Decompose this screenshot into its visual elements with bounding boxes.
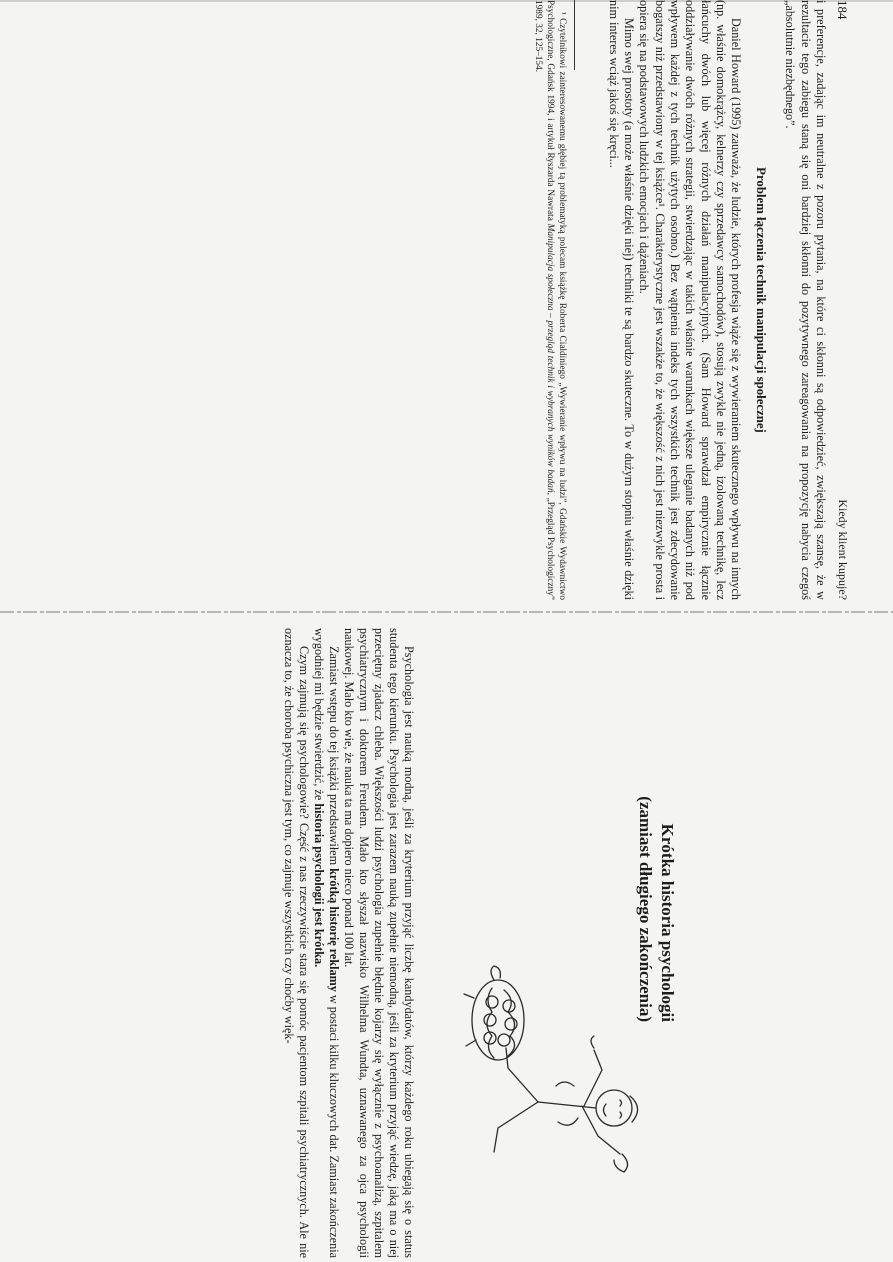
turtle-and-running-man-cartoon xyxy=(424,958,674,1198)
running-head-title: Kiedy klient kupuje? xyxy=(836,499,850,600)
book-page-bottom xyxy=(48,628,688,1258)
chapter-title-line2: (zamiast długiego zakończenia) xyxy=(636,796,655,1022)
footnote-rule xyxy=(574,0,575,70)
footnote-text: Czytelnikowi zainteresowanemu głębiej tą problematyką polecam książkę Roberta Cialdiniego „Wywieranie wpływu na ludzi”, Gdańskie Wydawnictwo Psychologiczne, Gdańsk 1994, i artykuł Ryszarda Nawrata xyxy=(545,0,568,600)
page-number: 184 xyxy=(835,0,850,20)
section-title: Problem łączenia technik manipulacji społecznej xyxy=(754,167,769,433)
paragraph: Mimo swej prostoty (a może właśnie dzięki niej) techniki te są bardzo skuteczne. To w dużym stopniu właśnie dzięki nim interes wciąż jakoś się kręci... xyxy=(606,0,637,600)
paragraph xyxy=(341,628,416,1258)
chapter-body xyxy=(281,628,416,1258)
footnote-italic-title: Manipulacja społeczna – przegląd technik i wybranych wyników badań xyxy=(545,223,556,493)
book-page-top xyxy=(398,0,850,600)
running-man-drawing xyxy=(494,1036,638,1172)
paragraph-text: Czym zajmują się psychologowie? Część z nas rzeczywiście stara się pomóc pacjentom szpitali psychiatrycznych. Ale nie oznacza to, że choroba psychiczna jest tym, co zajmuje wszystkich czy choćby więk- xyxy=(282,628,311,1258)
paragraph-text: Psychologia jest nauką modną, jeśli za kryterium przyjąć liczbę kandydatów, którzy każdego roku ubiegają się o status studenta tego kierunku. Psychologia jest zarazem nauką zupełnie niemodną, jeśli za kryterium przyjąć wiedzę, jaką ma o niej przeciętny zjadacz chleba. Większości ludzi psychologia zupełnie błędnie kojarzy się wyłącznie z psychoanalizą, szpitalem psychiatrycznym i doktorem Freudem. Mało kto słyszał nazwisko Wilhelma Wundta, uznawanego za ojca psychologii naukowej. Mało kto wie, że nauka ta ma dopiero nieco ponad 100 lat. xyxy=(342,628,416,1258)
running-head xyxy=(828,0,850,600)
paragraph-text: w postaci kilku kluczowych dat. Zamiast zakończenia wygodniej mi będzie stwierdzić, że xyxy=(312,628,341,1258)
turtle-shell-drawing xyxy=(464,966,524,1060)
paragraph-continued: i preferencje, zadając im neutralne z pozoru pytania, na które ci skłonni są odpowiedzieć, zwiększają szansę, że w rezultacie tego zabiegu staną się oni bardziej skłonni do pozytywnego zareagowania na propozycję nabycia czegoś „absolutnie niezbędnego”. xyxy=(783,0,828,600)
paragraph: Daniel Howard (1995) zauważa, że ludzie, których profesja wiąże się z wywieraniem skutecznego wpływu na innych (np. właśnie domokrążcy, kelnerzy czy sprzedawcy samochodów), stosują zwykle nie jedną, izolowaną technikę, lecz łańcuchy dwóch lub więcej różnych działań manipulacyjnych. (Sam Howard sprawdzał empirycznie łącznie oddziaływanie dwóch różnych strategii, stwierdzając w takich właśnie warunkach większe uleganie badanych niż pod wpływem każdej z tych technik użytych osobno.) Bez wątpienia indeks tych wszystkich technik jest zdecydowanie bogatszy niż przedstawiony w tej książce¹. Charakterystyczne jest wszakże to, że większość z nich jest niezwykle prosta i opiera się na podstawowych ludzkich emocjach i dążeniach. xyxy=(637,0,744,600)
footnote-text-end: , „Przegląd Psychologiczny” 1989, 32, 125–154. xyxy=(533,0,556,601)
paragraph xyxy=(311,628,341,1258)
chapter-title-line1: Krótka historia psychologii xyxy=(658,823,677,1022)
page-fold-line xyxy=(0,609,893,615)
footnote xyxy=(532,0,569,600)
bold-phrase: krótką historię reklamy xyxy=(327,868,341,992)
bold-phrase: historia psychologii jest krótka. xyxy=(312,803,326,968)
footnote-marker: ¹ xyxy=(557,12,568,15)
illustration-area xyxy=(416,628,594,1258)
paragraph xyxy=(281,628,311,1258)
paragraph-text: Zamiast wstępu do tej książki przedstawiłem xyxy=(327,646,341,869)
